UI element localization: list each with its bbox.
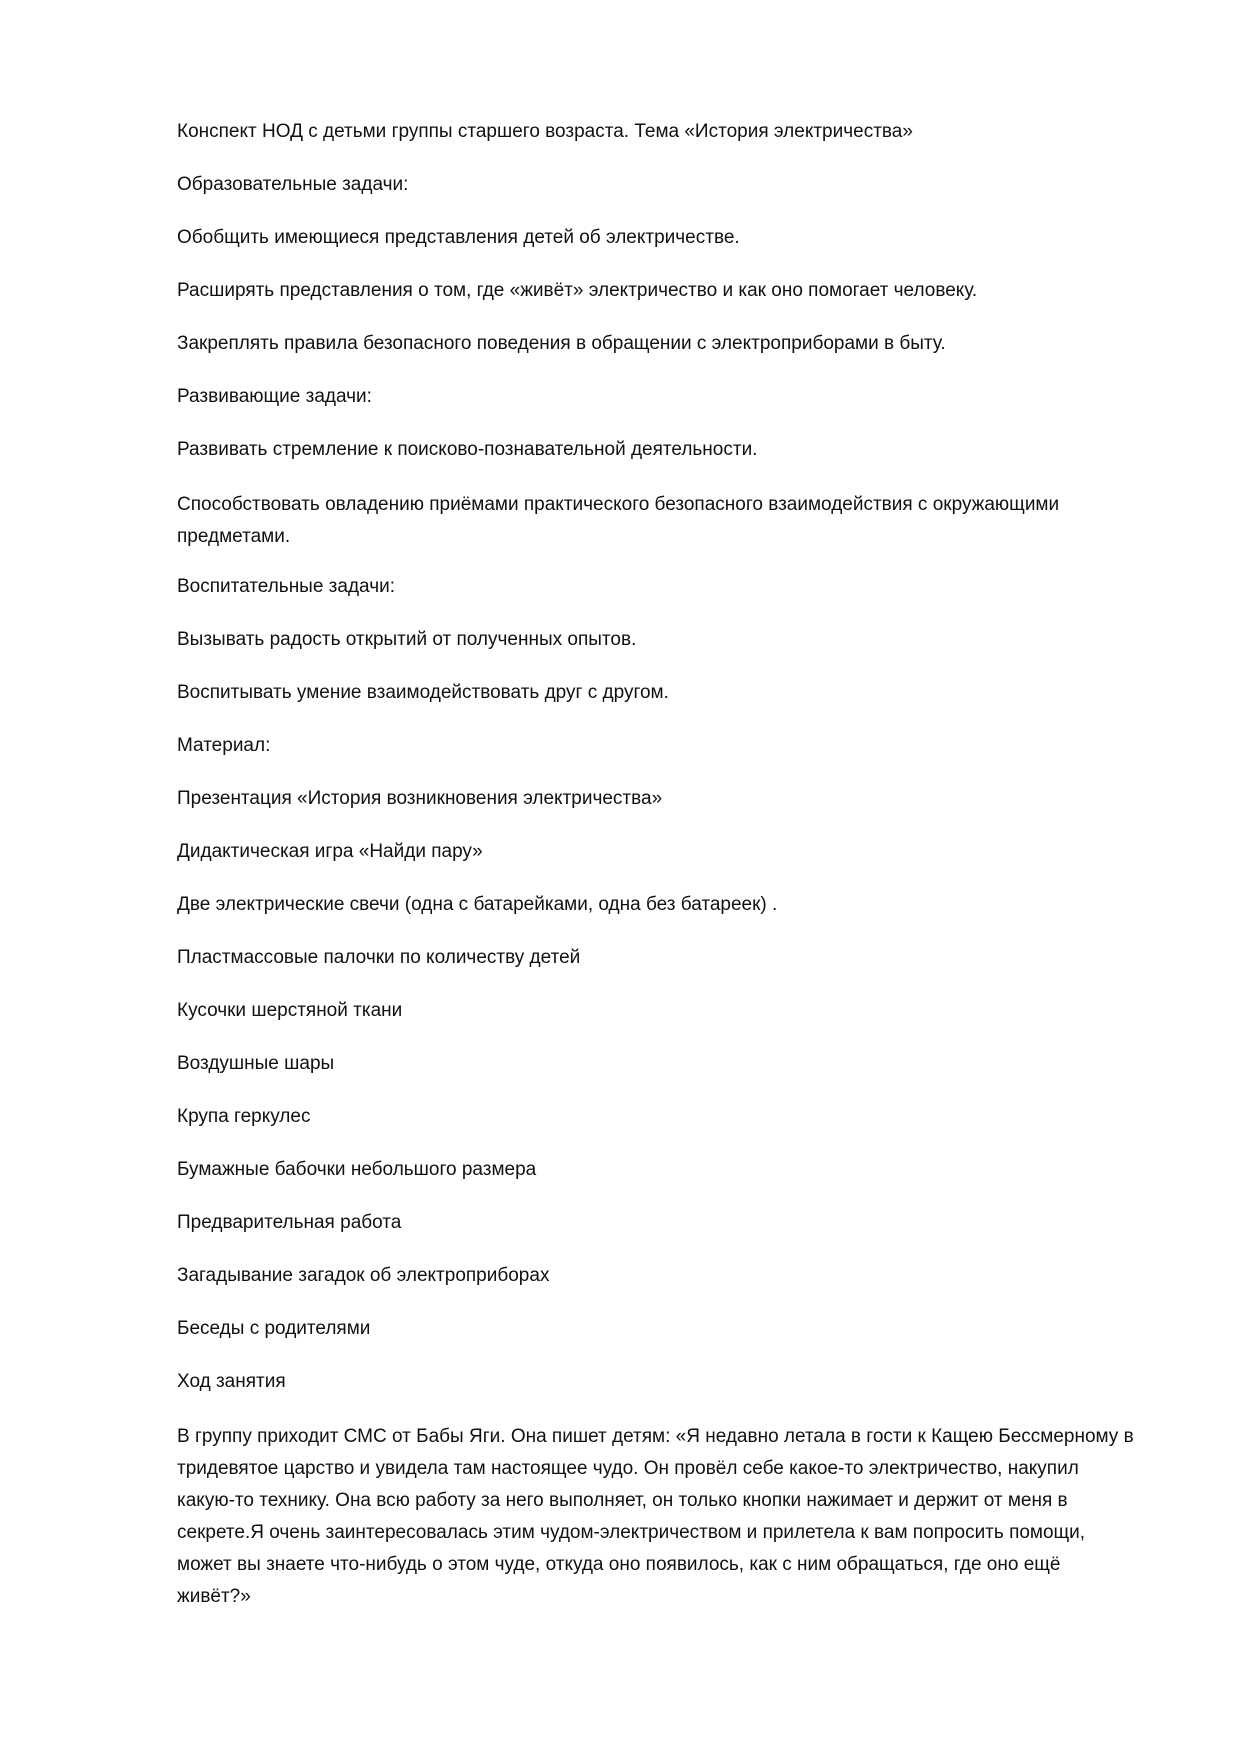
heading-material: Материал: (177, 735, 271, 756)
list-item: Загадывание загадок об электроприборах (177, 1265, 550, 1286)
list-item: Бумажные бабочки небольшого размера (177, 1159, 537, 1180)
list-item: Беседы с родителями (177, 1318, 371, 1339)
heading-educational-tasks: Образовательные задачи: (177, 174, 409, 195)
document-body (177, 118, 1137, 1639)
list-item: Кусочки шерстяной ткани (177, 1000, 403, 1021)
heading-developing-tasks: Развивающие задачи: (177, 386, 372, 407)
list-item: Дидактическая игра «Найди пару» (177, 841, 483, 862)
list-item: Воздушные шары (177, 1053, 335, 1074)
paragraph: Обобщить имеющиеся представления детей об электричестве. (177, 227, 740, 248)
paragraph: Развивать стремление к поисково-познавательной деятельности. (177, 439, 758, 460)
list-item: Презентация «История возникновения электричества» (177, 788, 663, 809)
document-title: Конспект НОД с детьми группы старшего возраста. Тема «История электричества» (177, 121, 913, 142)
heading-upbringing-tasks: Воспитательные задачи: (177, 576, 395, 597)
heading-preliminary-work: Предварительная работа (177, 1212, 402, 1233)
heading-lesson-course: Ход занятия (177, 1371, 286, 1392)
paragraph: Закреплять правила безопасного поведения в обращении с электроприборами в быту. (177, 333, 946, 354)
paragraph: Вызывать радость открытий от полученных опытов. (177, 629, 637, 650)
paragraph: Воспитывать умение взаимодействовать друг с другом. (177, 682, 669, 703)
paragraph: В группу приходит СМС от Бабы Яги. Она пишет детям: «Я недавно летала в гости к Кащею Бессмерному в тридевятое царство и увидела там настоящее чудо. Он провёл себе какое-то электричество, накупил какую-то технику. Она всю работу за него выполняет, он только кнопки нажимает и держит от меня в секрете.Я очень заинтересовалась этим чудом-электричеством и прилетела к вам попросить помощи, может вы знаете что-нибудь о этом чуде, откуда оно появилось, как с ним обращаться, где оно ещё живёт?» (177, 1426, 1134, 1607)
list-item: Две электрические свечи (одна с батарейками, одна без батареек) . (177, 894, 778, 915)
paragraph: Способствовать овладению приёмами практического безопасного взаимодействия с окружающими предметами. (177, 494, 1060, 547)
list-item: Пластмассовые палочки по количеству детей (177, 947, 581, 968)
paragraph: Расширять представления о том, где «живёт» электричество и как оно помогает человеку. (177, 280, 978, 301)
list-item: Крупа геркулес (177, 1106, 311, 1127)
